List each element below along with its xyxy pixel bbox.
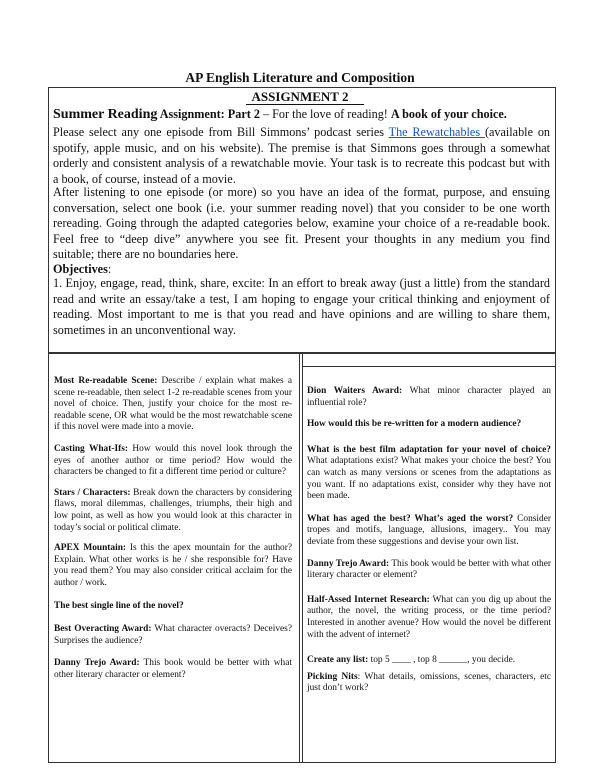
category-title: Casting What-Ifs: <box>54 443 129 454</box>
category-item <box>307 445 551 503</box>
column-divider-inner <box>302 353 303 763</box>
category-item <box>54 444 292 479</box>
category-item <box>307 595 551 641</box>
objectives-label: Objectives <box>53 262 108 276</box>
assignment-title-underline <box>246 104 364 105</box>
category-item <box>307 386 551 409</box>
subtitle-label: Assignment: Part 2 <box>157 107 260 121</box>
category-title: Create any list: <box>307 655 369 666</box>
category-title: APEX Mountain: <box>54 543 127 554</box>
category-item <box>307 559 551 582</box>
column-divider <box>299 353 300 763</box>
category-title: Dion Waiters Award: <box>307 386 403 396</box>
category-title: What is the best film adaptation for your novel of choice? <box>307 444 551 455</box>
category-item <box>307 419 551 431</box>
category-item <box>307 514 551 549</box>
category-text: What character overacts? Deceives? Surprises the audience? <box>54 624 292 646</box>
category-title: Stars / Characters: <box>54 487 131 498</box>
category-text: How would this novel look through the eyes of another author or time period? How would the characters be changed to fit a different time period or culture? <box>54 443 292 478</box>
category-item <box>54 601 292 613</box>
assignment-subtitle <box>53 107 550 123</box>
category-text: top 5 ____ , top 8 ______, you decide. <box>368 655 516 666</box>
category-text: What can you dig up about the author, the novel, the writing process, or the time period? Interested in another avenue? How would the novel be different with the advent of internet? <box>307 594 551 640</box>
category-title: Picking Nits <box>307 671 358 682</box>
objectives-colon: : <box>107 262 112 276</box>
category-item <box>54 376 292 434</box>
category-text: This book would be better with what other literary character or element? <box>307 558 551 581</box>
assignment-title: ASSIGNMENT 2 <box>251 89 349 104</box>
category-title: What has aged the best? What’s aged the worst? <box>307 513 514 524</box>
subtitle-lead: Summer Reading <box>53 107 158 122</box>
subtitle-mid: – For the love of reading! <box>259 107 391 121</box>
category-text: What adaptations exist? What makes your choice the best? You can watch as many versions or scenes from the adaptations as you want. If no adaptations exist, consider why they have not been made. <box>307 456 551 502</box>
intro-paragraph <box>53 125 550 187</box>
category-title: Most Re-readable Scene: <box>54 376 158 386</box>
category-title: Best Overacting Award: <box>54 624 152 635</box>
intro-text-before: Please select any one episode from Bill Simmons’ podcast series <box>53 125 389 139</box>
intro-text-after: (available on spotify, apple music, and on his website). The premise is that Simmons goes through a somewhat orderly and consistent analysis of a rewatchable movie. Your task is to recreate this podcast but with a book, of course, instead of a movie. <box>53 125 551 186</box>
right-category-column <box>307 386 551 695</box>
right-column-top-rule <box>302 366 556 367</box>
category-text: Break down the characters by considering flaws, moral dilemmas, challenges, triumphs, their high and low point, as well as how you would look at this character in today’s social or political climate. <box>54 487 292 533</box>
category-text: Is this the apex mountain for the author? Explain. What other works is he / she responsible for? Have you read them? You may also consider critical acclaim for the author / work. <box>54 543 293 588</box>
category-text: : What details, omissions, scenes, characters, etc just don’t work? <box>307 671 551 694</box>
category-title: Half-Assed Internet Research: <box>307 594 430 605</box>
subtitle-end: A book of your choice. <box>390 107 507 121</box>
rewatchables-link[interactable]: The Rewatchables <box>388 125 485 139</box>
category-title: Danny Trejo Award: <box>307 558 390 569</box>
category-item <box>54 488 292 534</box>
category-item <box>54 543 292 589</box>
category-title: How would this be re-written for a modern audience? <box>307 419 522 430</box>
category-text: Consider tropes and motifs, language, allusions, imagery.. You may deviate from these suggestions and devise your own list. <box>307 513 551 547</box>
category-text: What minor character played an influential role? <box>307 386 551 408</box>
category-item <box>54 658 292 681</box>
category-title: Danny Trejo Award: <box>54 658 140 669</box>
course-title: AP English Literature and Composition <box>185 70 415 85</box>
category-item <box>307 655 551 667</box>
category-text: Describe / explain what makes a scene re-readable, then select 1-2 re-readable scenes from your novel of choice. Then, justify your choice for the most re-readable scene, OR what would be the most rewatchable scene if this novel were made into a movie. <box>54 376 292 433</box>
instructions-paragraph: After listening to one episode (or more) so you have an idea of the format, purpose, and ensuing conversation, select one book (i.e. your summer reading novel) that you consider to be one worth rereading. Going through the adapted categories below, examine your choice of a re-readable book. Feel free to “deep dive” anywhere you see fit. Present your thoughts in any medium you find suitable; there are no boundaries here. <box>53 185 550 262</box>
objectives-paragraph: 1. Enjoy, engage, read, think, share, excite: In an effort to break away (just a little) from the standard read and write an essay/take a test, I am hoping to engage your critical thinking and enjoyment of reading. Most important to me is that you read and have opinions and are willing to share them, sometimes in an unconventional way. <box>53 276 550 337</box>
category-title: The best single line of the novel? <box>54 600 184 611</box>
category-item <box>307 672 551 695</box>
category-text: This book would be better with what other literary character or element? <box>54 658 292 680</box>
category-item <box>54 624 292 647</box>
left-category-column <box>54 376 292 681</box>
